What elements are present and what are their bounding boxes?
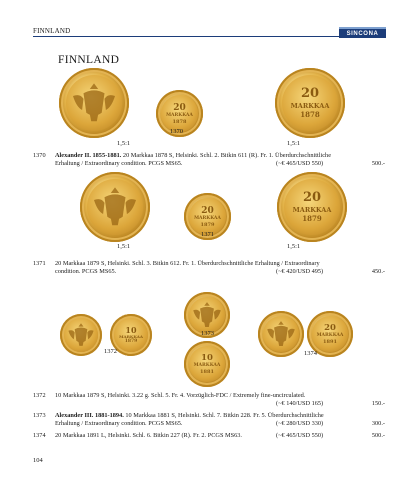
lot-description: Alexander III. 1881-1894. 10 Markkaa 1881 S, Helsinki. Schl. 7. Bitkin 228. Fr. 5. Überdurchschnittliche	[55, 412, 324, 419]
lot-price: 450.-	[371, 268, 385, 275]
coin-1374-obverse	[258, 311, 304, 357]
coin-unit: MARKKAA	[193, 363, 221, 368]
coin-year: 1878	[300, 110, 320, 120]
lot-number: 1370	[33, 152, 46, 159]
header-rule	[33, 36, 385, 37]
scale-caption: 1,5:1	[287, 243, 301, 250]
coin-unit: MARKKAA	[292, 206, 332, 214]
coin-year: 1878	[172, 119, 187, 126]
lot-description: 10 Markkaa 1879 S, Helsinki. 3.22 g. Schl. 5. Fr. 4. Vorzüglich-FDC / Extremely fine-uncirculated.	[55, 392, 306, 399]
coin-value: 20	[173, 103, 186, 114]
brand-logo: SINCONA	[339, 29, 386, 38]
coin-1371-reverse	[277, 172, 347, 242]
coin-unit: MARKKAA	[119, 334, 143, 339]
lot-description: Alexander II. 1855-1881. 20 Markkaa 1878 S, Helsinki. Schl. 2. Bitkin 611 (R). Fr. 1. Überdurchschnittliche	[55, 152, 331, 159]
lot-description: 20 Markkaa 1879 S, Helsinki. Schl. 3. Bitkin 612. Fr. 1. Überdurchschnittliche Erhaltung / Extraordinary	[55, 260, 320, 267]
eagle-icon	[258, 311, 304, 357]
eagle-icon	[80, 172, 150, 242]
lot-estimate: (~€ 465/USD 550)	[276, 160, 324, 167]
coin-unit: MARKKAA	[194, 216, 221, 222]
scale-caption: 1,5:1	[287, 140, 301, 147]
lot-price: 150.-	[371, 400, 385, 407]
coin-year: 1879	[124, 339, 138, 345]
coin-lot-label: 1374	[304, 350, 317, 357]
coin-value: 20	[201, 206, 214, 217]
lot-price: 500.-	[371, 160, 385, 167]
coin-value: 20	[300, 85, 320, 101]
lot-description: 20 Markkaa 1891 L, Helsinki. Schl. 6. Bitkin 227 (R). Fr. 2. PCGS MS63.	[55, 432, 242, 439]
coin-year: 1891	[323, 338, 337, 345]
lot-description-line2: Erhaltung / Extraordinary condition. PCGS MS65.	[55, 420, 183, 427]
lot-price: 500.-	[371, 432, 385, 439]
coin-lot-label: 1371	[201, 231, 214, 238]
lot-price: 300.-	[371, 420, 385, 427]
coin-lot-label: 1373	[201, 330, 214, 337]
lot-number: 1372	[33, 392, 46, 399]
lot-number: 1374	[33, 432, 46, 439]
lot-description-line2: Erhaltung / Extraordinary condition. PCGS MS65.	[55, 160, 183, 167]
page-number: 104	[33, 457, 43, 464]
coin-value: 20	[302, 189, 322, 205]
coin-value: 10	[201, 352, 213, 363]
lot-description-line2: condition. PCGS MS65.	[55, 268, 117, 275]
scale-caption: 1,5:1	[117, 140, 131, 147]
lot-number: 1373	[33, 412, 46, 419]
coin-1370-reverse	[275, 68, 345, 138]
eagle-icon	[60, 314, 102, 356]
coin-lot-label: 1370	[170, 128, 183, 135]
coin-year: 1879	[200, 222, 215, 229]
coin-lot-label: 1372	[104, 348, 117, 355]
coin-1370-obverse	[59, 68, 129, 138]
coin-1372-obverse	[60, 314, 102, 356]
lot-estimate: (~€ 420/USD 495)	[276, 268, 324, 275]
lot-estimate: (~€ 140/USD 165)	[276, 400, 324, 407]
coin-1371-obverse	[80, 172, 150, 242]
coin-1373-reverse	[184, 341, 230, 387]
lot-estimate: (~€ 465/USD 550)	[276, 432, 324, 439]
coin-unit: MARKKAA	[166, 113, 193, 119]
scale-caption: 1,5:1	[117, 243, 131, 250]
lot-estimate: (~€ 280/USD 330)	[276, 420, 324, 427]
coin-value: 10	[125, 324, 137, 335]
coin-year: 1881	[200, 368, 214, 375]
page-title: FINNLAND	[58, 54, 120, 66]
coin-unit: MARKKAA	[316, 333, 344, 338]
coin-unit: MARKKAA	[290, 102, 330, 110]
running-header: FINNLAND	[33, 27, 71, 35]
lot-number: 1371	[33, 260, 46, 267]
eagle-icon	[59, 68, 129, 138]
coin-value: 20	[324, 322, 336, 333]
coin-year: 1879	[302, 214, 322, 224]
